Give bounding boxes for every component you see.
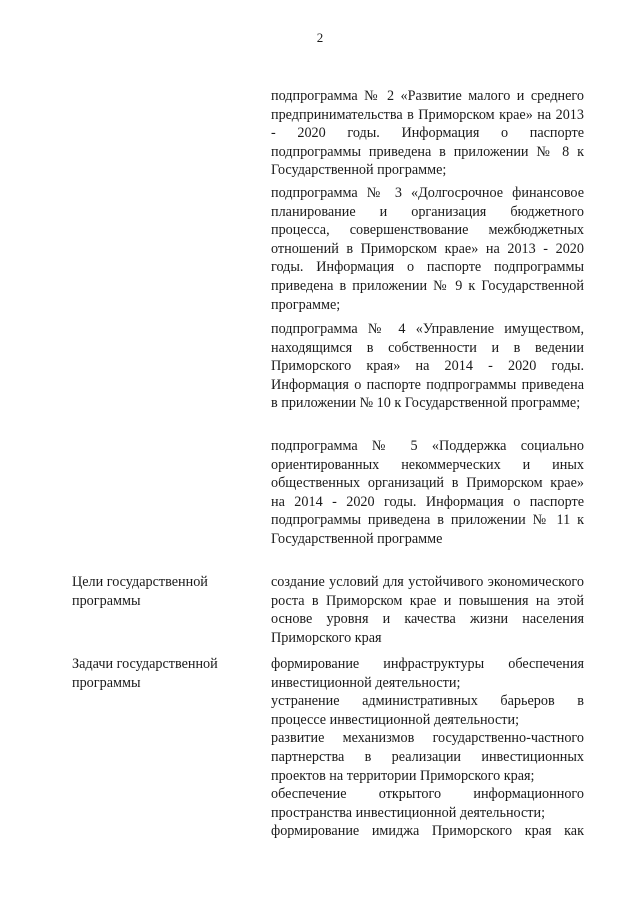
task-item: формирование инфраструктуры обеспечения инвестиционной деятельности; [271,656,584,691]
task-item: развитие механизмов государственно-частного партнерства в реализации инвестиционных проектов на территории Приморского края; [271,730,584,784]
tasks-list [271,655,584,841]
subprogram-3-paragraph: подпрограмма № 3 «Долгосрочное финансовое планирование и организация бюджетного процесса, совершенствование межбюджетных отношений в Приморском крае» на 2013 - 2020 годы. Информация о паспорте подпрограммы приведена в приложении № 9 к Государственной программе; [271,185,584,313]
task-item: устранение административных барьеров в процессе инвестиционной деятельности; [271,693,584,728]
subprogram-4-paragraph: подпрограмма № 4 «Управление имуществом, находящимся в собственности и в ведении Приморского края» на 2014 - 2020 годы. Информация о паспорте подпрограммы приведена в приложении № 10 к Государственной программе; [271,321,584,412]
subprogram-5-paragraph: подпрограмма № 5 «Поддержка социально ориентированных некоммерческих и иных общественных организаций в Приморском крае» на 2014 - 2020 годы. Информация о паспорте подпрограммы приведена в приложении № 11 к Государственной программе [271,438,584,547]
goals-text: создание условий для устойчивого экономического роста в Приморском крае и повышения на этой основе уровня и качества жизни населения Приморского края [271,574,584,646]
page-number: 2 [316,30,324,45]
task-item: формирование имиджа Приморского края как [271,823,584,840]
goals-label: Цели государственной программы [72,574,208,609]
subprogram-2-paragraph: подпрограмма № 2 «Развитие малого и среднего предпринимательства в Приморском крае» на 2013 - 2020 годы. Информация о паспорте подпрограммы приведена в приложении № 8 к Государственной программе; [271,88,584,179]
tasks-label: Задачи государственной программы [72,656,218,691]
task-item: обеспечение открытого информационного пространства инвестиционной деятельности; [271,786,584,821]
